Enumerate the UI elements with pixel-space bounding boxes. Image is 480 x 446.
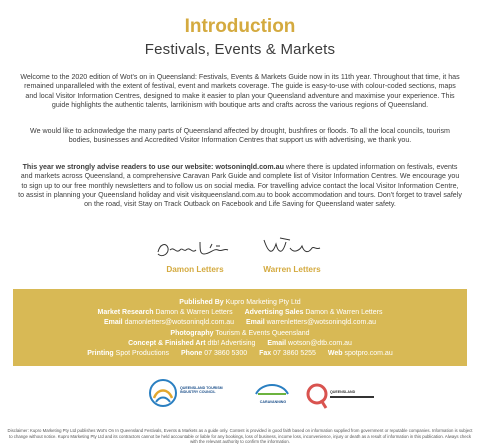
- research-value: Damon & Warren Letters: [155, 309, 233, 317]
- concept-value: dtb! Advertising: [207, 339, 256, 347]
- website-advice: This year we strongly advise readers to use our website: wotsoninqld.com.au: [22, 163, 284, 171]
- disclaimer: Disclaimer: Kupro Marketing Pty Ltd publishes Wot's On In Queensland Festivals, Events & Markets as a guide only. Content is provided in good faith based on information supplied from government or reputable companies. Information is subject to change without notice. Kupro Marketing Pty Ltd and its contractors cannot be held accountable or liable for any bookings, loss of business, income loss, inconvenience, injury or death as a result of information in this publication. Always check with the relevant authority to confirm the information.: [7, 428, 473, 445]
- fax-label: Fax: [259, 350, 272, 358]
- fax-value: 07 3860 5255: [273, 350, 316, 358]
- credits-block: [13, 298, 467, 359]
- email3-label: Email: [267, 339, 287, 347]
- sales-label: Advertising Sales: [244, 309, 304, 317]
- page-subtitle: Festivals, Events & Markets: [144, 41, 336, 58]
- research-label: Market Research: [97, 309, 154, 317]
- printing-value: Spot Productions: [115, 350, 169, 358]
- queensland-logo: [306, 378, 376, 414]
- page-title: Introduction: [184, 16, 296, 37]
- credits-line-published: [13, 298, 467, 308]
- published-label: Published By: [179, 299, 224, 306]
- warren-name: Warren Letters: [263, 265, 321, 274]
- damon-name: Damon Letters: [166, 265, 224, 274]
- sponsor-logos: [0, 378, 480, 418]
- credits-line-research: [13, 308, 467, 318]
- credits-line-printing: [13, 349, 467, 359]
- damon-signature: [150, 232, 240, 266]
- queensland-logo-rule: [330, 396, 374, 398]
- qtic-logo-text: QUEENSLAND TOURISM INDUSTRY COUNCIL: [180, 386, 223, 395]
- photo-label: Photography: [170, 329, 214, 337]
- photo-value: Tourism & Events Queensland: [215, 329, 310, 337]
- email3-value[interactable]: wotson@dtb.com.au: [288, 339, 352, 347]
- caravanning-logo-text: CARAVANNING: [259, 400, 287, 404]
- email1-value[interactable]: damonletters@wotsoninqld.com.au: [124, 319, 235, 327]
- website-paragraph: [18, 163, 462, 209]
- published-value: Kupro Marketing Pty Ltd: [225, 299, 301, 306]
- caravanning-logo: [244, 378, 300, 414]
- welcome-paragraph: Welcome to the 2020 edition of Wot's on in Queensland: Festivals, Events & Markets Guide now in its 11th year. Throughout that time, it has remained unparalleled with the extent of festival, event and markets coverage. The guide is easy-to-use with colour-coded sections, maps and local Visitor Information Centres, designed to make it easier to plan your Queensland adventure and maximise your experience. This guide highlights the authentic talents, larrikinism with boutique arts and crafts across the various regions of Queensland.: [20, 73, 460, 109]
- acknowledgement-paragraph: We would like to acknowledge the many parts of Queensland affected by drought, bushfires or floods. To all the local councils, tourism bodies, businesses and Accredited Visitor Information Centres that support us with advertising, we thank you.: [30, 127, 450, 145]
- warren-signature: [250, 232, 340, 266]
- website-details: where there is updated information on festivals, events and markets across Queensland, a comprehensive Caravan Park Guide and complete list of Visitor Information Centres. We encourage you to sign up to our free monthly newsletters and to follow us on social media. For travelling advice contact the local Visitor Information Centre, to assist in planning your Queensland holiday and visit visitqueensland.com.au to book accommodation and tours. Don't forget to travel safely on the road, visit Stay on Track Outback on Facebook and Life Saving for Queensland water safety.: [18, 163, 462, 209]
- email1-label: Email: [103, 319, 123, 327]
- credits-line-emails: [13, 318, 467, 328]
- credits-line-concept: [13, 339, 467, 349]
- queensland-logo-text: QUEENSLAND: [330, 390, 356, 394]
- qtic-logo: [148, 378, 238, 414]
- concept-label: Concept & Finished Art: [128, 339, 206, 347]
- printing-label: Printing: [87, 350, 114, 358]
- email2-value[interactable]: warrenletters@wotsoninqld.com.au: [266, 319, 377, 327]
- web-label: Web: [327, 350, 343, 358]
- credits-line-photography: [13, 329, 467, 339]
- sales-value: Damon & Warren Letters: [305, 309, 383, 317]
- email2-label: Email: [245, 319, 265, 327]
- phone-label: Phone: [180, 350, 203, 358]
- phone-value: 07 3860 5300: [204, 350, 248, 358]
- web-value[interactable]: spotpro.com.au: [344, 350, 393, 358]
